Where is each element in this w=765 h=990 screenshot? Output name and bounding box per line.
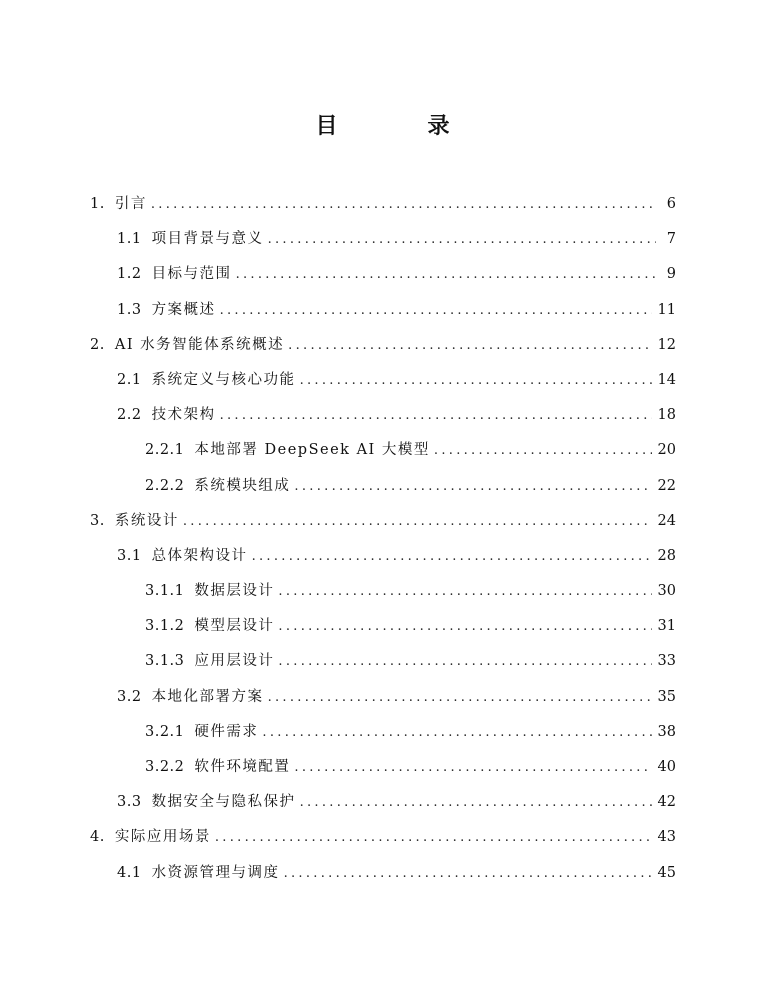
toc-dot-leader — [278, 576, 651, 608]
toc-entry-page-number: 24 — [657, 512, 676, 529]
toc-entry-title: 数据层设计 — [194, 583, 275, 600]
toc-entry-number: 3.3 — [117, 794, 142, 811]
toc-entry[interactable] — [0, 821, 765, 856]
toc-entry-title: 目标与范围 — [151, 266, 232, 283]
toc-entry-number: 4.1 — [117, 864, 142, 881]
toc-dot-leader — [288, 330, 651, 362]
toc-dot-leader — [215, 822, 652, 854]
toc-entry-page-number: 22 — [657, 477, 676, 494]
toc-entry-page-number: 40 — [657, 759, 676, 775]
toc-entry[interactable] — [0, 505, 765, 540]
toc-entry-page-number: 42 — [657, 794, 676, 811]
toc-entry[interactable] — [0, 434, 765, 469]
toc-dot-leader — [236, 259, 656, 291]
toc-dot-leader — [220, 295, 652, 327]
toc-entry-page-number: 33 — [657, 653, 676, 670]
toc-dot-leader — [294, 471, 651, 503]
toc-entry-number: 3.1.3 — [145, 653, 185, 670]
toc-dot-leader — [252, 541, 652, 573]
toc-dot-leader — [220, 400, 652, 432]
toc-entry-page-number: 28 — [657, 547, 676, 564]
toc-entry-page-number: 9 — [666, 266, 676, 283]
toc-entry-page-number: 14 — [657, 371, 676, 388]
toc-dot-leader — [268, 682, 652, 714]
toc-entry-number: 3. — [90, 512, 105, 529]
toc-entry-number: 3.1 — [117, 547, 142, 564]
toc-entry[interactable] — [0, 751, 765, 786]
toc-entry[interactable] — [0, 716, 765, 751]
toc-entry[interactable] — [0, 540, 765, 575]
toc-entry-title: 项目背景与意义 — [151, 231, 264, 248]
toc-entry-page-number: 6 — [666, 196, 676, 212]
toc-entry-title: 应用层设计 — [194, 653, 275, 670]
toc-entry-page-number: 31 — [657, 618, 676, 635]
toc-entry-title: 本地部署 DeepSeek AI 大模型 — [194, 442, 430, 459]
toc-dot-leader — [278, 611, 651, 643]
table-of-contents — [0, 188, 765, 892]
toc-dot-leader — [284, 858, 652, 890]
toc-entry-title: 系统模块组成 — [194, 477, 291, 494]
toc-entry-page-number: 45 — [657, 864, 676, 881]
page-title: 目 录 — [315, 114, 484, 139]
toc-entry-number: 2.2.1 — [145, 442, 185, 459]
toc-entry[interactable] — [0, 575, 765, 610]
toc-entry[interactable] — [0, 857, 765, 892]
toc-entry[interactable] — [0, 786, 765, 821]
toc-dot-leader — [268, 224, 656, 256]
toc-entry-page-number: 20 — [657, 442, 676, 459]
toc-entry-number: 1.1 — [117, 231, 142, 248]
toc-entry-number: 3.1.1 — [145, 583, 185, 600]
toc-dot-leader — [183, 506, 652, 538]
toc-entry-title: 总体架构设计 — [151, 547, 248, 564]
toc-entry-number: 3.1.2 — [145, 618, 185, 635]
toc-dot-leader — [434, 435, 652, 467]
toc-entry-page-number: 7 — [666, 231, 676, 248]
toc-entry-title: 本地化部署方案 — [151, 688, 264, 705]
toc-dot-leader — [300, 365, 652, 397]
toc-entry-title: 硬件需求 — [194, 723, 259, 740]
toc-entry[interactable] — [0, 188, 765, 223]
toc-entry[interactable] — [0, 223, 765, 258]
toc-entry[interactable] — [0, 645, 765, 680]
toc-entry-title: 数据安全与隐私保护 — [151, 794, 296, 811]
toc-entry-page-number: 30 — [657, 583, 676, 600]
toc-entry-title: 软件环境配置 — [194, 759, 291, 775]
toc-entry-number: 4. — [90, 829, 105, 846]
toc-entry-title: AI 水务智能体系统概述 — [114, 336, 285, 353]
toc-entry-number: 2.1 — [117, 371, 142, 388]
toc-entry-number: 1.3 — [117, 301, 142, 318]
toc-entry-title: 实际应用场景 — [114, 829, 211, 846]
toc-entry-number: 3.2.1 — [145, 723, 185, 740]
toc-entry-page-number: 11 — [657, 301, 676, 318]
toc-entry-title: 技术架构 — [151, 407, 216, 424]
toc-entry-page-number: 18 — [657, 407, 676, 424]
toc-entry-number: 1. — [90, 196, 105, 212]
toc-entry-title: 模型层设计 — [194, 618, 275, 635]
toc-entry-title: 引言 — [114, 196, 147, 212]
toc-entry[interactable] — [0, 329, 765, 364]
toc-dot-leader — [278, 646, 651, 678]
toc-entry-page-number: 35 — [657, 688, 676, 705]
toc-dot-leader — [151, 189, 656, 221]
toc-entry-title: 水资源管理与调度 — [151, 864, 280, 881]
toc-entry-page-number: 43 — [657, 829, 676, 846]
toc-dot-leader — [300, 787, 652, 819]
toc-entry[interactable] — [0, 610, 765, 645]
toc-entry-title: 系统定义与核心功能 — [151, 371, 296, 388]
toc-entry[interactable] — [0, 470, 765, 505]
toc-dot-leader — [294, 752, 651, 784]
toc-entry-number: 2.2.2 — [145, 477, 185, 494]
toc-entry-page-number: 12 — [657, 336, 676, 353]
toc-dot-leader — [262, 717, 651, 749]
toc-entry-title: 系统设计 — [114, 512, 179, 529]
toc-entry[interactable] — [0, 258, 765, 293]
toc-entry[interactable] — [0, 364, 765, 399]
toc-entry[interactable] — [0, 399, 765, 434]
toc-entry-number: 3.2 — [117, 688, 142, 705]
toc-entry-number: 2.2 — [117, 407, 142, 424]
toc-entry-page-number: 38 — [657, 723, 676, 740]
toc-entry-title: 方案概述 — [151, 301, 216, 318]
toc-entry-number: 2. — [90, 336, 105, 353]
toc-entry[interactable] — [0, 294, 765, 329]
toc-entry[interactable] — [0, 681, 765, 716]
toc-entry-number: 1.2 — [117, 266, 142, 283]
toc-entry-number: 3.2.2 — [145, 759, 185, 775]
